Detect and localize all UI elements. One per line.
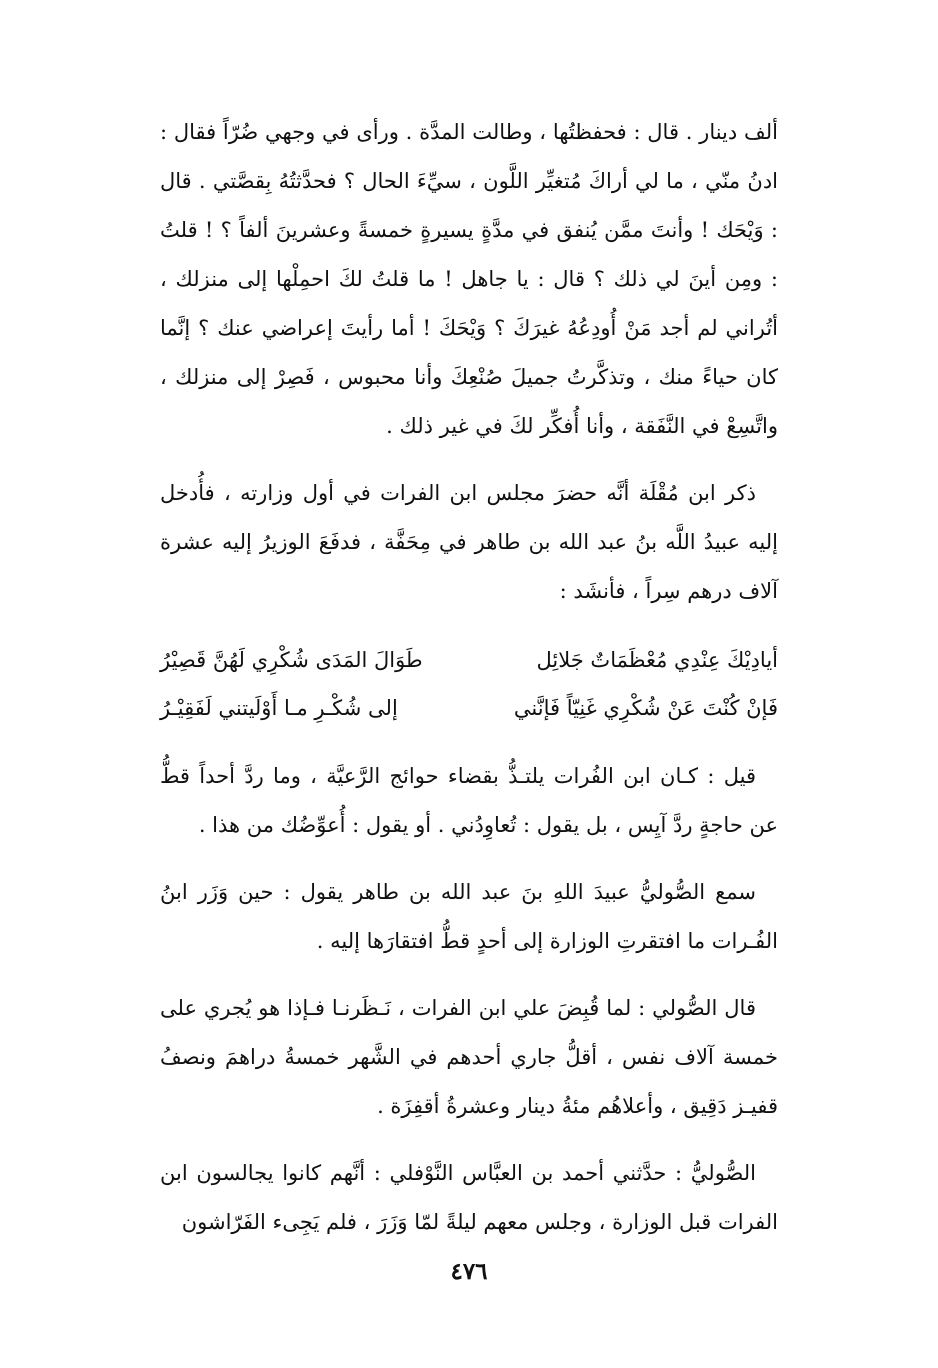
page-body [160, 108, 778, 1265]
poem-hemistich-first: أيادِيْكَ عِنْدِي مُعْظَمَاتٌ جَلائِل [536, 648, 778, 672]
poem-verse [160, 684, 778, 732]
paragraph-suli-arrest: قال الصُّولي : لما قُبِضَ علي ابن الفرات ، نَـظَرنـا فـإذا هو يُجري على خمسة آلاف نفس ، أقلُّ جاري أحدهم في الشَّهر خمسةُ دراهمَ ونصفُ قفيـز دَقِيق ، وأعلاهُم مئةُ دينار وعشرةُ أقفِزَة . [160, 996, 778, 1118]
poem-hemistich-second: إلى شُكْـرِ مـا أَوْلَيتني لَفَقِيْـرُ [160, 696, 398, 720]
page-number: ٤٧٦ [450, 1258, 488, 1285]
poem-hemistich-first: فَإنْ كُنْتَ عَنْ شُكْرِي غَنِيّاً فَإنَّني [513, 696, 778, 720]
paragraph-needs: قيل : كـان ابن الفُرات يلتـذُّ بقضاء حوائج الرَّعيَّة ، وما ردَّ أحداً قطُّ عن حاجةٍ ردَّ آيِس ، بل يقول : تُعاوِدُني . أو يقول : أُعوِّضُك من هذا . [160, 764, 778, 837]
paragraph-suli-heard: سمع الصُّوليُّ عبيدَ اللهِ بنَ عبد الله بن طاهر يقول : حين وَزَر ابنُ الفُـرات ما افتقرتِ الوزارة إلى أحدٍ قطُّ افتقارَها إليه . [160, 880, 778, 953]
paragraph-suli-nawfali: الصُّوليُّ : حدَّثني أحمد بن العبَّاس النَّوْفلي : أنَّهم كانوا يجالسون ابن الفرات قبل الوزارة ، وجلس معهم ليلةً لمّا وَزَرَ ، فلم يَجِىء الفَرّاشون [160, 1161, 778, 1234]
poem-verse [160, 636, 778, 684]
poem [160, 636, 778, 732]
poem-hemistich-second: طَوَالَ المَدَى شُكْرِي لَهُنَّ قَصِيْرُ [160, 648, 423, 672]
paragraph-ibn-muqla: ذكر ابن مُقْلَة أنَّه حضرَ مجلس ابن الفرات في أول وزارته ، فأُدخل إليه عبيدُ اللَّه بنُ عبد الله بن طاهر في مِحَفَّة ، فدفَعَ الوزيرُ إليه عشرة آلاف درهم سِراً ، فأنشَد : [160, 481, 778, 603]
paragraph-continued: ألف دينار . قال : فحفظتُها ، وطالت المدَّة . ورأى في وجهي ضُرّاً فقال : ادنُ منّي ، ما لي أراكَ مُتغيِّر اللَّون ، سيِّءَ الحال ؟ فحدَّثتُهُ بِقصَّتي . قال : وَيْحَك ! وأنتَ ممَّن يُنفق في مدَّةٍ يسيرةٍ خمسةً وعشرينَ ألفاً ؟ ! قلتُ : ومِن أينَ لي ذلك ؟ قال : يا جاهل ! ما قلتُ لكَ احمِلْها إلى منزلك ، أتُراني لم أجد مَنْ أُودِعُهُ غيرَكَ ؟ وَيْحَكَ ! أما رأيتَ إعراضي عنك ؟ إنَّما كان حياءً منك ، وتذكَّرتُ جميلَ صُنْعِكَ وأنا محبوس ، فَصِرْ إلى منزلك ، واتَّسِعْ في النَّفَقة ، وأنا أُفكِّر لكَ في غير ذلك . [160, 120, 779, 438]
